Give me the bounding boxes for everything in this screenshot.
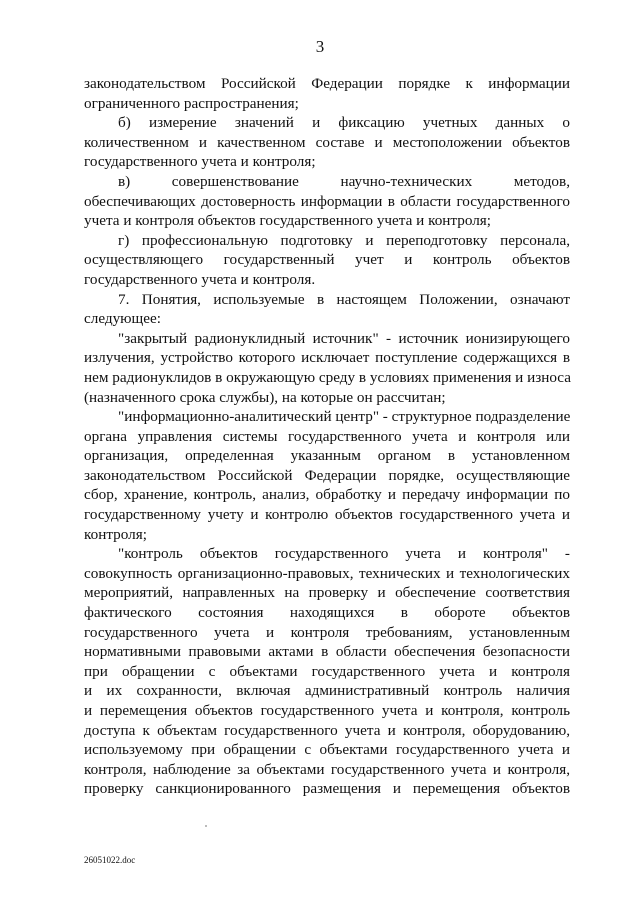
text-line: государственного учета и контроля; [84, 153, 316, 171]
text-line: учета и контроля объектов государственного учета и контроля; [84, 212, 492, 230]
text-line: "закрытый радионуклидный источник" - источник ионизирующего [118, 329, 570, 347]
text-line: законодательством Российской Федерации порядке, осуществляющие [84, 466, 570, 484]
text-line: фактического состояния находящихся в обороте объектов [84, 604, 570, 622]
text-line: организация, определенная указанным органом в установленном [84, 447, 570, 465]
text-line: ограниченного распространения; [84, 94, 299, 112]
text-line: излучения, устройство которого исключает поступление содержащихся в [84, 349, 570, 367]
document-body [84, 74, 570, 799]
scan-speck [205, 825, 207, 827]
text-line: контроля; [84, 525, 147, 543]
footer-filename: 26051022.doc [84, 855, 136, 865]
text-line: количественном и качественном составе и местоположении объектов [84, 133, 570, 151]
text-line: сбор, хранение, контроль, анализ, обработку и передачу информации по [84, 486, 570, 504]
text-line: осуществляющего государственный учет и контроль объектов [84, 251, 570, 269]
text-line: и перемещения объектов государственного учета и контроля, контроль [84, 702, 570, 719]
text-line: нем радионуклидов в окружающую среду в условиях применения и износа [84, 368, 571, 386]
text-line: и их сохранности, включая административный контроль наличия [84, 682, 570, 700]
page-number: 3 [315, 37, 325, 56]
text-line: государственному учету и контролю объектов государственного учета и [84, 506, 570, 524]
text-line: обеспечивающих достоверность информации в области государственного [84, 192, 570, 210]
text-line: совокупность организационно-правовых, технических и технологических [84, 564, 570, 582]
text-line: "информационно-аналитический центр" - структурное подразделение [118, 408, 571, 426]
text-line: органа управления системы государственного учета и контроля или [84, 427, 570, 445]
text-line: законодательством Российской Федерации порядке к информации [84, 75, 570, 92]
text-line: следующее: [84, 310, 161, 328]
text-line: доступа к объектам государственного учета и контроля, оборудованию, [84, 721, 570, 739]
text-line: государственного учета и контроля требованиям, установленным [84, 623, 570, 641]
text-line: мероприятий, направленных на проверку и обеспечение соответствия [84, 584, 570, 602]
text-line: контроля, наблюдение за объектами государственного учета и контроля, [84, 760, 570, 778]
text-line: (назначенного срока службы), на которые он рассчитан; [84, 388, 446, 406]
text-line: проверку санкционированного размещения и перемещения объектов [84, 780, 570, 798]
text-line: нормативными правовыми актами в области обеспечения безопасности [84, 643, 570, 661]
text-line: г) профессиональную подготовку и переподготовку персонала, [118, 231, 570, 249]
text-line: государственного учета и контроля. [84, 270, 316, 288]
text-line: в) совершенствование научно-технических методов, [118, 172, 570, 190]
text-line: при обращении с объектами государственного учета и контроля [84, 662, 570, 680]
text-line: б) измерение значений и фиксацию учетных данных о [118, 114, 570, 132]
text-line: 7. Понятия, используемые в настоящем Положении, означают [118, 290, 570, 308]
text-line: "контроль объектов государственного учета и контроля" - [118, 545, 570, 563]
text-line: используемому при обращении с объектами государственного учета и [84, 741, 570, 759]
